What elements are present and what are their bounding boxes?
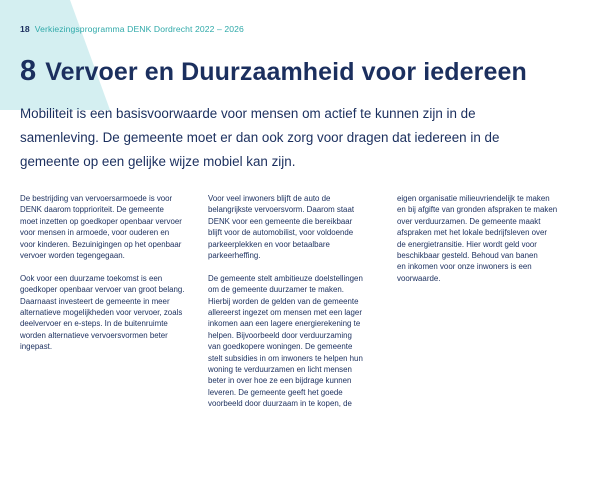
text-line: beter in over hoe ze een bijdrage kunnen [208, 376, 352, 386]
text-column-3 [397, 193, 582, 296]
page-number: 18 [20, 24, 30, 34]
text-line: DENK daarom topprioriteit. De gemeente [20, 205, 164, 215]
text-line: allereerst ingezet om mensen met een lager [208, 308, 362, 318]
text-line: beschikbaar gesteld. Behoud van banen [397, 251, 538, 261]
intro-paragraph [20, 102, 580, 174]
body-paragraph [208, 193, 390, 261]
text-line: de energietransitie. Hier wordt geld voor [397, 239, 537, 249]
text-line: om de gemeente duurzamer te maken. [208, 285, 344, 295]
text-line: moet inzetten op goedkoper openbaar vervoer [20, 216, 182, 226]
text-column-2 [208, 193, 390, 421]
text-line: DENK voor een gemeente die bereikbaar [208, 216, 353, 226]
text-line: De bestrijding van vervoersarmoede is voor [20, 194, 173, 203]
text-line: eigen organisatie milieuvriendelijk te maken [397, 194, 550, 203]
text-line: voorbeeld door duurzaam in te kopen, de [208, 399, 352, 409]
body-paragraph [208, 273, 390, 410]
intro-line: Mobiliteit is een basisvoorwaarde voor mensen om actief te kunnen zijn in de [20, 106, 476, 121]
intro-line: samenleving. De gemeente moet er dan ook zorg voor dragen dat iedereen in de [20, 130, 500, 145]
text-line: parkeerheffing. [208, 251, 261, 261]
text-line: inkomen aan een lagere energierekening te [208, 319, 361, 329]
text-line: belangrijkste vervoersvorm. Daarom staat [208, 205, 355, 215]
chapter-number: 8 [20, 55, 37, 87]
text-line: parkeerplekken en voor betaalbare [208, 239, 330, 249]
text-line: en inkomen voor onze inwoners is een [397, 262, 532, 272]
body-paragraph [20, 273, 200, 353]
intro-line: gemeente op een gelijke wijze mobiel kan zijn. [20, 154, 296, 169]
text-line: voorwaarde. [397, 273, 441, 283]
text-line: voor kinderen. Bezuinigingen op het openbaar [20, 239, 182, 249]
text-line: woning te verduurzamen en licht mensen [208, 365, 352, 375]
running-title: Verkiezingsprogramma DENK Dordrecht 2022 – 2026 [34, 24, 244, 34]
body-paragraph [20, 193, 200, 261]
text-line: blijft voor de automobilist, voor voldoende [208, 228, 354, 238]
text-line: vervoer worden tegengegaan. [20, 251, 125, 261]
text-line: leveren. De gemeente geeft het goede [208, 387, 343, 397]
body-paragraph [397, 193, 582, 284]
text-line: goedkoper openbaar vervoer van groot belang. [20, 285, 185, 295]
text-line: Ook voor een duurzame toekomst is een [20, 273, 163, 283]
text-line: Voor veel inwoners blijft de auto de [208, 194, 331, 203]
text-line: ingepast. [20, 342, 53, 352]
text-line: afspraken met het lokale bedrijfsleven over [397, 228, 548, 238]
text-line: helpen. Bijvoorbeeld door verduurzaming [208, 330, 352, 340]
text-line: alternatieve mogelijkheden voor vervoer, zoals [20, 308, 183, 318]
chapter-title: Vervoer en Duurzaamheid voor iedereen [45, 58, 527, 86]
text-line: en bij afgifte van gronden afspraken te maken [397, 205, 558, 215]
text-column-1 [20, 193, 200, 364]
chapter-heading [20, 55, 527, 88]
text-line: stelt subsidies in om inwoners te helpen hun [208, 353, 363, 363]
text-line: over verduurzamen. De gemeente maakt [397, 216, 541, 226]
text-line: voor mensen in armoede, voor ouderen en [20, 228, 170, 238]
text-line: Hierbij worden de gelden van de gemeente [208, 296, 359, 306]
text-line: Daarnaast investeert de gemeente in meer [20, 296, 170, 306]
text-line: deelvervoer en e-steps. In de buitenruimte [20, 319, 168, 329]
text-line: worden alternatieve vervoersvormen beter [20, 330, 168, 340]
running-header [20, 24, 244, 34]
text-line: De gemeente stelt ambitieuze doelstellingen [208, 273, 363, 283]
text-line: van goedkopere woningen. De gemeente [208, 342, 353, 352]
